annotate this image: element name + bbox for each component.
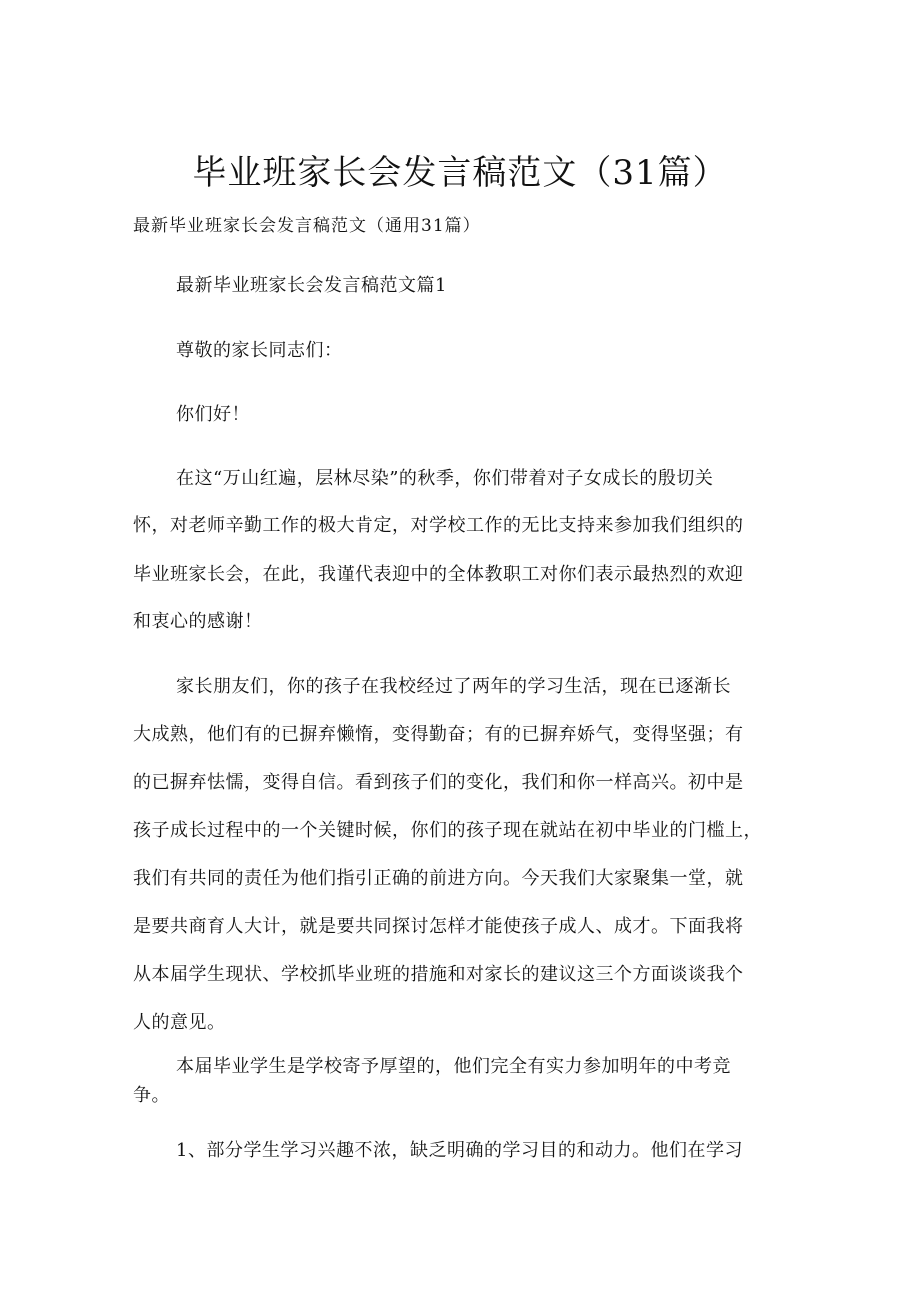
greeting: 你们好！ [176, 404, 250, 425]
section-heading: 最新毕业班家长会发言稿范文篇1 [176, 275, 447, 296]
paragraph-line: 本届毕业学生是学校寄予厚望的，他们完全有实力参加明年的中考竞 [176, 1056, 731, 1077]
paragraph-line: 怀，对老师辛勤工作的极大肯定，对学校工作的无比支持来参加我们组织的 [133, 515, 744, 536]
salutation: 尊敬的家长同志们： [176, 340, 343, 361]
paragraph-line: 孩子成长过程中的一个关键时候，你们的孩子现在就站在初中毕业的门槛上， [133, 820, 762, 841]
paragraph-line: 争。 [133, 1085, 170, 1106]
paragraph-line: 大成熟，他们有的已摒弃懒惰，变得勤奋；有的已摒弃娇气，变得坚强；有 [133, 724, 744, 745]
paragraph-line: 家长朋友们，你的孩子在我校经过了两年的学习生活，现在已逐渐长 [176, 676, 731, 697]
paragraph-line: 我们有共同的责任为他们指引正确的前进方向。今天我们大家聚集一堂，就 [133, 868, 744, 889]
paragraph-line: 在这“万山红遍，层林尽染”的秋季，你们带着对子女成长的殷切关 [176, 468, 714, 489]
paragraph-line: 1、部分学生学习兴趣不浓，缺乏明确的学习目的和动力。他们在学习 [176, 1140, 743, 1161]
paragraph-line: 毕业班家长会，在此，我谨代表迎中的全体教职工对你们表示最热烈的欢迎 [133, 564, 744, 585]
paragraph-line: 和衷心的感谢！ [133, 611, 263, 632]
paragraph-line: 人的意见。 [133, 1012, 226, 1033]
document-subtitle: 最新毕业班家长会发言稿范文（通用31篇） [133, 216, 481, 236]
paragraph-line: 的已摒弃怯懦，变得自信。看到孩子们的变化，我们和你一样高兴。初中是 [133, 772, 744, 793]
paragraph-line: 是要共商育人大计，就是要共同探讨怎样才能使孩子成人、成才。下面我将 [133, 916, 744, 937]
document-title: 毕业班家长会发言稿范文（31篇） [192, 153, 728, 193]
paragraph-line: 从本届学生现状、学校抓毕业班的措施和对家长的建议这三个方面谈谈我个 [133, 964, 744, 985]
